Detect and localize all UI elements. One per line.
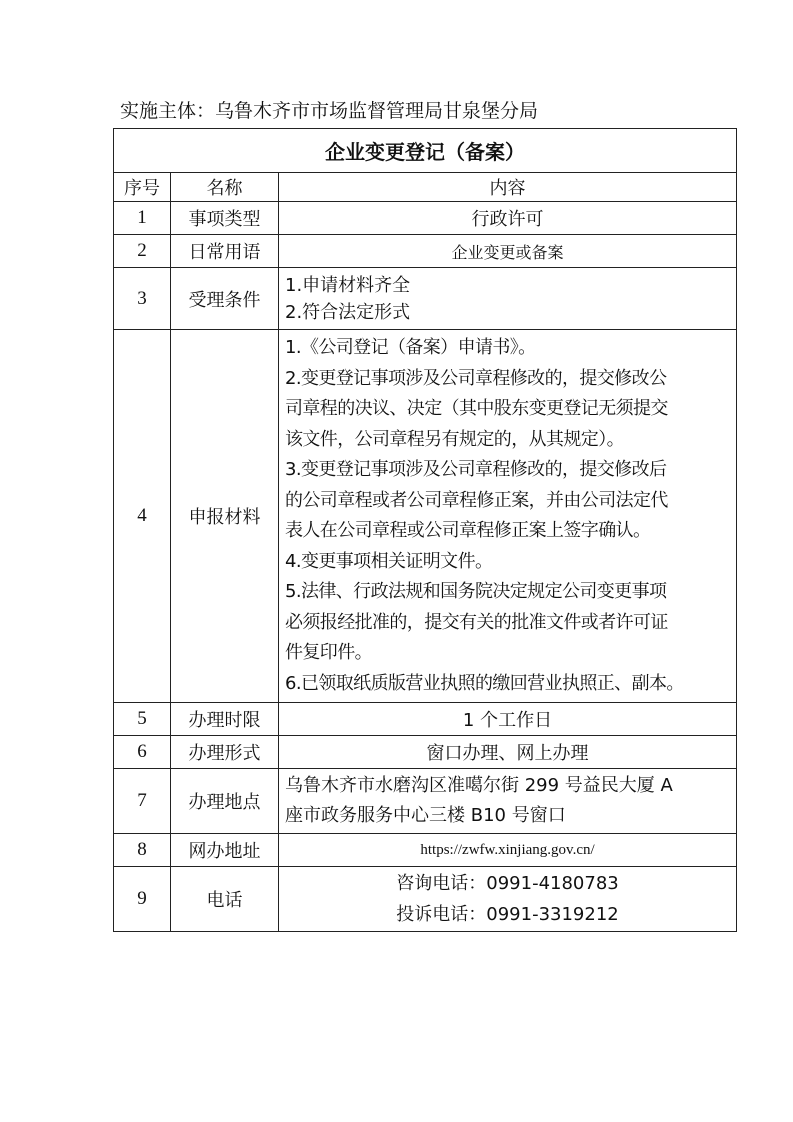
row-seq: 7 xyxy=(114,769,171,834)
row-content xyxy=(279,769,737,834)
row-content: 企业变更或备案 xyxy=(279,235,737,268)
implementing-agency: 实施主体：乌鲁木齐市市场监督管理局甘泉堡分局 xyxy=(120,100,539,122)
row-name: 电话 xyxy=(171,867,279,932)
table-row xyxy=(114,769,737,834)
row-content xyxy=(279,867,737,932)
row-content: 行政许可 xyxy=(279,202,737,235)
content-line: 1.申请材料齐全 xyxy=(285,274,411,296)
content-line: 必须报经批准的，提交有关的批准文件或者许可证 xyxy=(285,611,668,633)
table-row xyxy=(114,268,737,330)
table-title: 企业变更登记（备案） xyxy=(114,129,737,173)
content-line: 2.变更登记事项涉及公司章程修改的，提交修改公 xyxy=(285,367,667,389)
table-row xyxy=(114,202,737,235)
content-line: 表人在公司章程或公司章程修正案上签字确认。 xyxy=(285,520,651,541)
header-name: 名称 xyxy=(171,173,279,202)
row-seq: 6 xyxy=(114,736,171,769)
table-row xyxy=(114,736,737,769)
row-name: 受理条件 xyxy=(171,268,279,330)
content-line: 6.已领取纸质版营业执照的缴回营业执照正、副本。 xyxy=(285,672,684,694)
title-row xyxy=(114,129,737,173)
row-name: 申报材料 xyxy=(171,330,279,703)
row-seq: 9 xyxy=(114,867,171,932)
content-line: 3.变更登记事项涉及公司章程修改的，提交修改后 xyxy=(285,459,667,480)
content-line: 座市政务服务中心三楼 B10 号窗口 xyxy=(285,805,566,826)
row-seq: 4 xyxy=(114,330,171,703)
table-row xyxy=(114,330,737,703)
content-line: 4.变更事项相关证明文件。 xyxy=(285,550,493,572)
service-table xyxy=(113,128,737,932)
row-seq: 8 xyxy=(114,834,171,867)
content-line: 5.法律、行政法规和国务院决定规定公司变更事项 xyxy=(285,581,667,602)
table-row xyxy=(114,867,737,932)
row-content: 窗口办理、网上办理 xyxy=(279,736,737,769)
table-row xyxy=(114,834,737,867)
table-row xyxy=(114,703,737,736)
content-line: 的公司章程或者公司章程修正案，并由公司法定代 xyxy=(285,489,668,511)
row-name: 事项类型 xyxy=(171,202,279,235)
content-line: 乌鲁木齐市水磨沟区准噶尔街 299 号益民大厦 A xyxy=(285,775,673,796)
row-name: 办理形式 xyxy=(171,736,279,769)
row-content: 1 个工作日 xyxy=(279,703,737,736)
row-seq: 3 xyxy=(114,268,171,330)
row-name: 网办地址 xyxy=(171,834,279,867)
online-service-url[interactable]: https://zwfw.xinjiang.gov.cn/ xyxy=(279,834,737,867)
table-row xyxy=(114,235,737,268)
complaint-phone: 投诉电话：0991-3319212 xyxy=(396,904,619,925)
header-content: 内容 xyxy=(279,173,737,202)
content-line: 该文件，公司章程另有规定的，从其规定）。 xyxy=(285,428,624,450)
header-row xyxy=(114,173,737,202)
content-line: 2.符合法定形式 xyxy=(285,301,411,323)
consult-phone: 咨询电话：0991-4180783 xyxy=(396,873,619,894)
content-line: 件复印件。 xyxy=(285,642,372,663)
row-name: 日常用语 xyxy=(171,235,279,268)
row-name: 办理时限 xyxy=(171,703,279,736)
row-seq: 2 xyxy=(114,235,171,268)
row-name: 办理地点 xyxy=(171,769,279,834)
header-seq: 序号 xyxy=(114,173,171,202)
row-seq: 5 xyxy=(114,703,171,736)
content-line: 司章程的决议、决定（其中股东变更登记无须提交 xyxy=(285,398,668,419)
row-seq: 1 xyxy=(114,202,171,235)
content-line: 1.《公司登记（备案）申请书》。 xyxy=(285,337,536,358)
row-content xyxy=(279,330,737,703)
row-content xyxy=(279,268,737,330)
